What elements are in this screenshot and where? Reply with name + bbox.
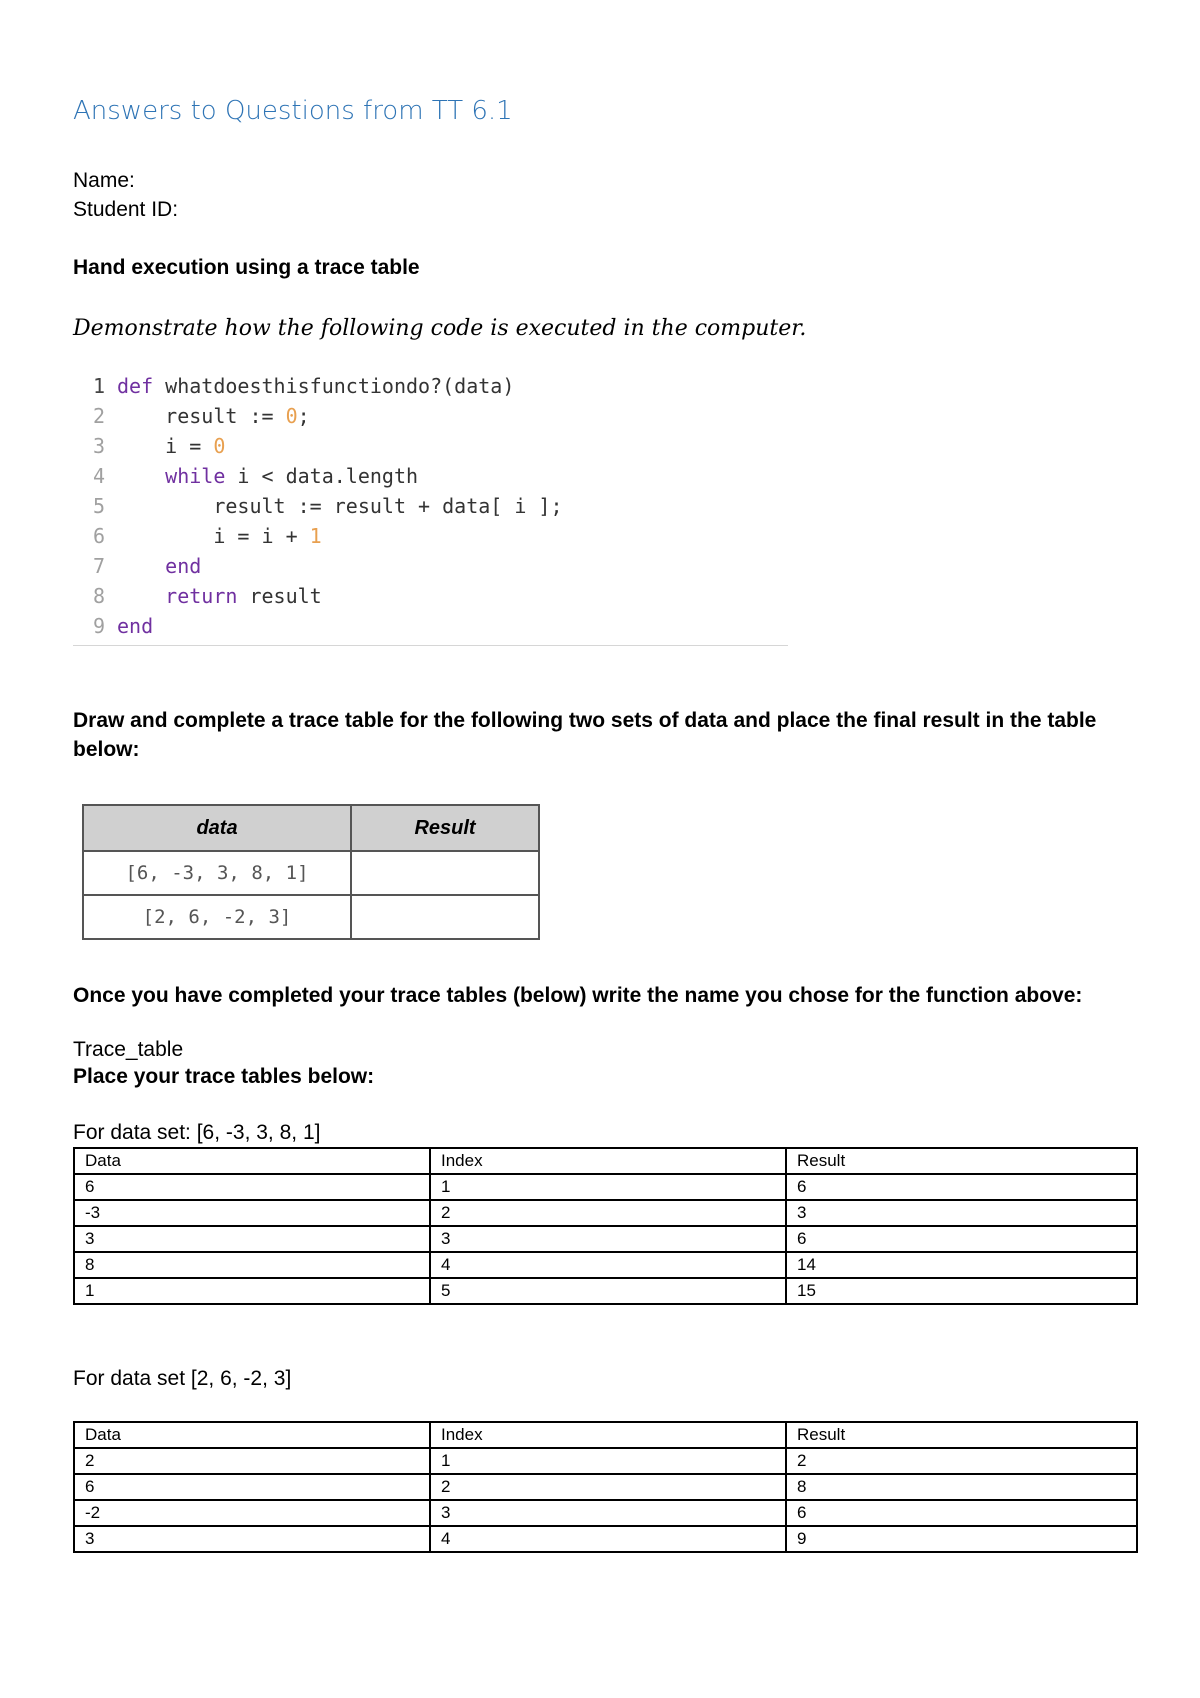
line-number: 1 bbox=[92, 374, 105, 398]
cell-result: 3 bbox=[786, 1200, 1137, 1226]
cell-result bbox=[351, 895, 539, 939]
header-data: Data bbox=[74, 1148, 430, 1174]
header-result: Result bbox=[786, 1148, 1137, 1174]
cell-index: 2 bbox=[430, 1200, 786, 1226]
table-row bbox=[74, 1226, 1137, 1252]
cell-result: 9 bbox=[786, 1526, 1137, 1552]
table-row bbox=[74, 1474, 1137, 1500]
cell-data: -2 bbox=[74, 1500, 430, 1526]
code-keyword: def bbox=[117, 374, 154, 398]
code-text: result := bbox=[117, 404, 286, 428]
set2-label: For data set [2, 6, -2, 3] bbox=[73, 1367, 292, 1390]
table-header-row bbox=[74, 1422, 1137, 1448]
cell-result bbox=[351, 851, 539, 895]
student-id-label: Student ID: bbox=[73, 198, 179, 221]
code-number: 0 bbox=[285, 404, 298, 428]
code-text: whatdoesthisfunctiondo?(data) bbox=[153, 374, 515, 398]
cell-data: 2 bbox=[74, 1448, 430, 1474]
code-keyword: return bbox=[117, 584, 238, 608]
cell-index: 3 bbox=[430, 1226, 786, 1252]
cell-result: 2 bbox=[786, 1448, 1137, 1474]
table-row bbox=[83, 895, 539, 939]
table-row bbox=[74, 1252, 1137, 1278]
name-label: Name: bbox=[73, 169, 135, 192]
cell-result: 14 bbox=[786, 1252, 1137, 1278]
line-number: 2 bbox=[92, 404, 105, 428]
code-line bbox=[73, 521, 788, 551]
cell-data: [2, 6, -2, 3] bbox=[83, 895, 351, 939]
cell-result: 6 bbox=[786, 1174, 1137, 1200]
header-index: Index bbox=[430, 1422, 786, 1448]
code-text: result bbox=[237, 584, 322, 608]
code-keyword: end bbox=[117, 554, 202, 578]
code-text: result := result + data[ i ]; bbox=[117, 494, 563, 518]
cell-index: 5 bbox=[430, 1278, 786, 1304]
code-line bbox=[73, 551, 788, 581]
code-block bbox=[73, 371, 788, 646]
cell-index: 3 bbox=[430, 1500, 786, 1526]
cell-data: 3 bbox=[74, 1526, 430, 1552]
code-keyword: end bbox=[117, 614, 154, 638]
table-header-row bbox=[74, 1148, 1137, 1174]
table-row bbox=[74, 1278, 1137, 1304]
cell-result: 6 bbox=[786, 1500, 1137, 1526]
code-line bbox=[73, 401, 788, 431]
cell-index: 4 bbox=[430, 1526, 786, 1552]
cell-data: 1 bbox=[74, 1278, 430, 1304]
cell-index: 2 bbox=[430, 1474, 786, 1500]
cell-data: -3 bbox=[74, 1200, 430, 1226]
code-text: i = i + bbox=[117, 524, 310, 548]
cell-result: 15 bbox=[786, 1278, 1137, 1304]
function-name: Trace_table bbox=[73, 1038, 184, 1061]
cell-result: 6 bbox=[786, 1226, 1137, 1252]
line-number: 5 bbox=[92, 494, 105, 518]
subheading: Hand execution using a trace table bbox=[73, 256, 420, 279]
place-prompt: Place your trace tables below: bbox=[73, 1065, 375, 1088]
header-index: Index bbox=[430, 1148, 786, 1174]
table-row bbox=[74, 1174, 1137, 1200]
header-result: Result bbox=[351, 805, 539, 851]
table-row bbox=[74, 1500, 1137, 1526]
header-data: Data bbox=[74, 1422, 430, 1448]
line-number: 7 bbox=[92, 554, 105, 578]
code-line bbox=[73, 611, 788, 641]
code-text: i < data.length bbox=[225, 464, 419, 488]
line-number: 3 bbox=[92, 434, 105, 458]
code-number: 0 bbox=[213, 434, 226, 458]
table-row bbox=[74, 1448, 1137, 1474]
trace-instruction: Draw and complete a trace table for the following two sets of data and place the final result in the table below: bbox=[73, 709, 1097, 761]
name-prompt: Once you have completed your trace tables (below) write the name you chose for the function above: bbox=[73, 984, 1083, 1007]
cell-data: [6, -3, 3, 8, 1] bbox=[83, 851, 351, 895]
result-table bbox=[82, 804, 540, 940]
code-line bbox=[73, 431, 788, 461]
cell-data: 3 bbox=[74, 1226, 430, 1252]
cell-result: 8 bbox=[786, 1474, 1137, 1500]
cell-index: 4 bbox=[430, 1252, 786, 1278]
instruction-text: Demonstrate how the following code is executed in the computer. bbox=[73, 316, 807, 341]
code-text: ; bbox=[297, 404, 310, 428]
code-number: 1 bbox=[309, 524, 322, 548]
header-result: Result bbox=[786, 1422, 1137, 1448]
line-number: 8 bbox=[92, 584, 105, 608]
table-row bbox=[83, 851, 539, 895]
code-line bbox=[73, 491, 788, 521]
code-line bbox=[73, 371, 788, 401]
document-page bbox=[73, 96, 1133, 1553]
cell-data: 6 bbox=[74, 1474, 430, 1500]
code-keyword: while bbox=[117, 464, 226, 488]
set1-label: For data set: [6, -3, 3, 8, 1] bbox=[73, 1121, 321, 1144]
code-line bbox=[73, 581, 788, 611]
code-text: i = bbox=[117, 434, 214, 458]
code-line bbox=[73, 461, 788, 491]
cell-index: 1 bbox=[430, 1174, 786, 1200]
line-number: 4 bbox=[92, 464, 105, 488]
line-number: 6 bbox=[92, 524, 105, 548]
trace-table-set2 bbox=[73, 1421, 1138, 1553]
table-row bbox=[74, 1526, 1137, 1552]
table-header-row bbox=[83, 805, 539, 851]
line-number: 9 bbox=[92, 614, 105, 638]
page-title: Answers to Questions from TT 6.1 bbox=[73, 96, 513, 126]
cell-index: 1 bbox=[430, 1448, 786, 1474]
cell-data: 8 bbox=[74, 1252, 430, 1278]
header-data: data bbox=[83, 805, 351, 851]
table-row bbox=[74, 1200, 1137, 1226]
cell-data: 6 bbox=[74, 1174, 430, 1200]
trace-table-set1 bbox=[73, 1147, 1138, 1305]
